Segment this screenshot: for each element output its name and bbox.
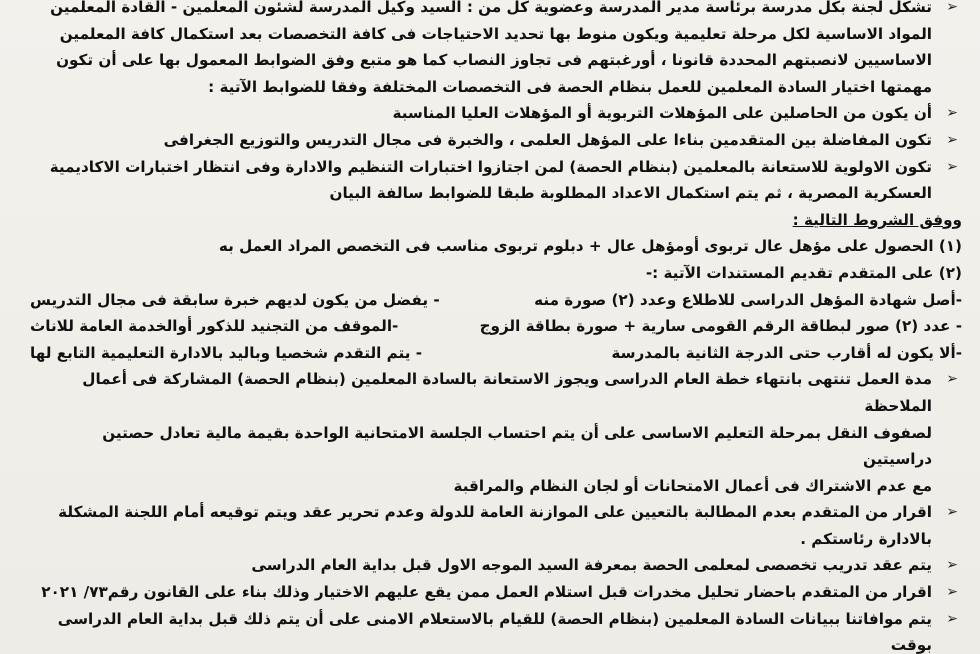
document-requirement: -الموقف من التجنيد للذكور أوالخدمة العامة للاناث bbox=[30, 317, 399, 336]
text-line: تكون الاولوية للاستعانة بالمعلمين (بنظام الحصة) لمن اجتازوا اختبارات التنظيم والادارة وفى انتظار اختبارات الاكاديمية bbox=[49, 157, 932, 176]
arrow-bullet-icon: ➢ bbox=[946, 158, 958, 175]
control-item bbox=[30, 154, 962, 207]
text-line: تكون المفاضلة بين المتقدمين بناءا على المؤهل العلمى ، والخبرة فى مجال التدريس والتوزيع الجغرافى bbox=[163, 130, 932, 149]
documents-row bbox=[30, 340, 962, 367]
document-body bbox=[30, 0, 962, 654]
rule-item bbox=[30, 606, 962, 654]
text-line: مدة العمل تنتهى بانتهاء خطة العام الدراسى ويجوز الاستعانة بالسادة المعلمين (بنظام الحصة) المشاركة فى أعمال الملاحظة bbox=[82, 370, 932, 415]
conditions-heading: ووفق الشروط التالية : bbox=[792, 210, 962, 229]
rule-item bbox=[30, 579, 962, 606]
text-line: اقرار من المتقدم باحضار تحليل مخدرات قبل استلام العمل ممن يقع عليهم الاختيار وذلك بناء على القانون رقم٧٣/ ٢٠٢١ bbox=[41, 583, 932, 602]
documents-row bbox=[30, 313, 962, 340]
arrow-bullet-icon: ➢ bbox=[946, 584, 958, 601]
text-line: يتم موافاتنا ببيانات السادة المعلمين (بنظام الحصة) للقيام بالاستعلام الامنى على أن يتم ذلك قبل بداية العام الدراسى بوقت bbox=[57, 609, 932, 654]
rule-item bbox=[30, 499, 962, 552]
text-line: تشكل لجنة بكل مدرسة برئاسة مدير المدرسة وعضوية كل من : السيد وكيل المدرسة لشئون المعلمين - القادة المعلمين bbox=[50, 0, 932, 16]
arrow-bullet-icon: ➢ bbox=[946, 131, 958, 148]
document-requirement: - يفضل من يكون لديهم خبرة سابقة فى مجال التدريس bbox=[30, 290, 440, 309]
text-line: الاساسيين لانصبتهم المحددة قانونا ، أورغبتهم فى تجاوز النصاب كما هو متبع وفق الضوابط المعمول بها على أن تكون bbox=[56, 51, 932, 70]
control-item bbox=[30, 127, 962, 154]
arrow-bullet-icon: ➢ bbox=[946, 557, 958, 574]
arrow-bullet-icon: ➢ bbox=[946, 371, 958, 388]
arrow-bullet-icon: ➢ bbox=[946, 0, 958, 15]
arrow-bullet-icon: ➢ bbox=[946, 504, 958, 521]
arrow-bullet-icon: ➢ bbox=[946, 610, 958, 627]
documents-row bbox=[30, 287, 962, 314]
committee-paragraph bbox=[30, 0, 962, 100]
rule-item bbox=[30, 552, 962, 579]
text-line: مهمتها اختيار السادة المعلمين للعمل بنظام الحصة فى التخصصات المختلفة وفقا للضوابط الآتية : bbox=[208, 77, 932, 96]
text-line: لصفوف النقل بمرحلة التعليم الاساسى على أن يتم احتساب الجلسة الامتحانية الواحدة بقيمة مالية تعادل حصتين دراسيتين bbox=[102, 423, 932, 469]
text-line: اقرار من المتقدم بعدم المطالبة بالتعيين على الموازنة العامة للدولة وعدم تحرير عقد ويتم توقيعه أمام اللجنة المشكلة bbox=[58, 503, 932, 522]
document-requirement: - عدد (٢) صور لبطاقة الرقم القومى سارية + صورة بطاقة الزوج bbox=[479, 317, 962, 336]
control-item bbox=[30, 100, 962, 127]
text-line: العسكرية المصرية ، ثم يتم استكمال الاعداد المطلوبة طبقا للضوابط سالفة البيان bbox=[329, 184, 932, 203]
document-requirement: -ألا يكون له أقارب حتى الدرجة الثانية بالمدرسة bbox=[611, 343, 962, 362]
text-line: بالادارة رئاستكم . bbox=[800, 529, 932, 548]
document-requirement: -أصل شهادة المؤهل الدراسى للاطلاع وعدد (٢) صورة منه bbox=[534, 290, 962, 309]
text-line: مع عدم الاشتراك فى أعمال الامتحانات أو لجان النظام والمراقبة bbox=[453, 476, 932, 495]
text-line: المواد الاساسية لكل مرحلة تعليمية ويكون منوط بها تحديد الاحتياجات فى كافة التخصصات بعد استكمال كافة المعلمين bbox=[59, 24, 932, 43]
document-requirement: - يتم التقدم شخصيا وباليد بالادارة التعليمية التابع لها bbox=[30, 343, 423, 362]
text-line: أن يكون من الحاصلين على المؤهلات التربوية أو المؤهلات العليا المناسبة bbox=[392, 104, 932, 123]
text-line: يتم عقد تدريب تخصصى لمعلمى الحصة بمعرفة السيد الموجه الاول قبل بداية العام الدراسى bbox=[251, 556, 932, 575]
rule-item bbox=[30, 366, 962, 499]
condition-1: (١) الحصول على مؤهل عال تربوى أومؤهل عال + دبلوم تربوى مناسب فى التخصص المراد العمل به bbox=[218, 237, 962, 256]
arrow-bullet-icon: ➢ bbox=[946, 105, 958, 122]
condition-2: (٢) على المتقدم تقديم المستندات الآتية :- bbox=[645, 263, 962, 282]
